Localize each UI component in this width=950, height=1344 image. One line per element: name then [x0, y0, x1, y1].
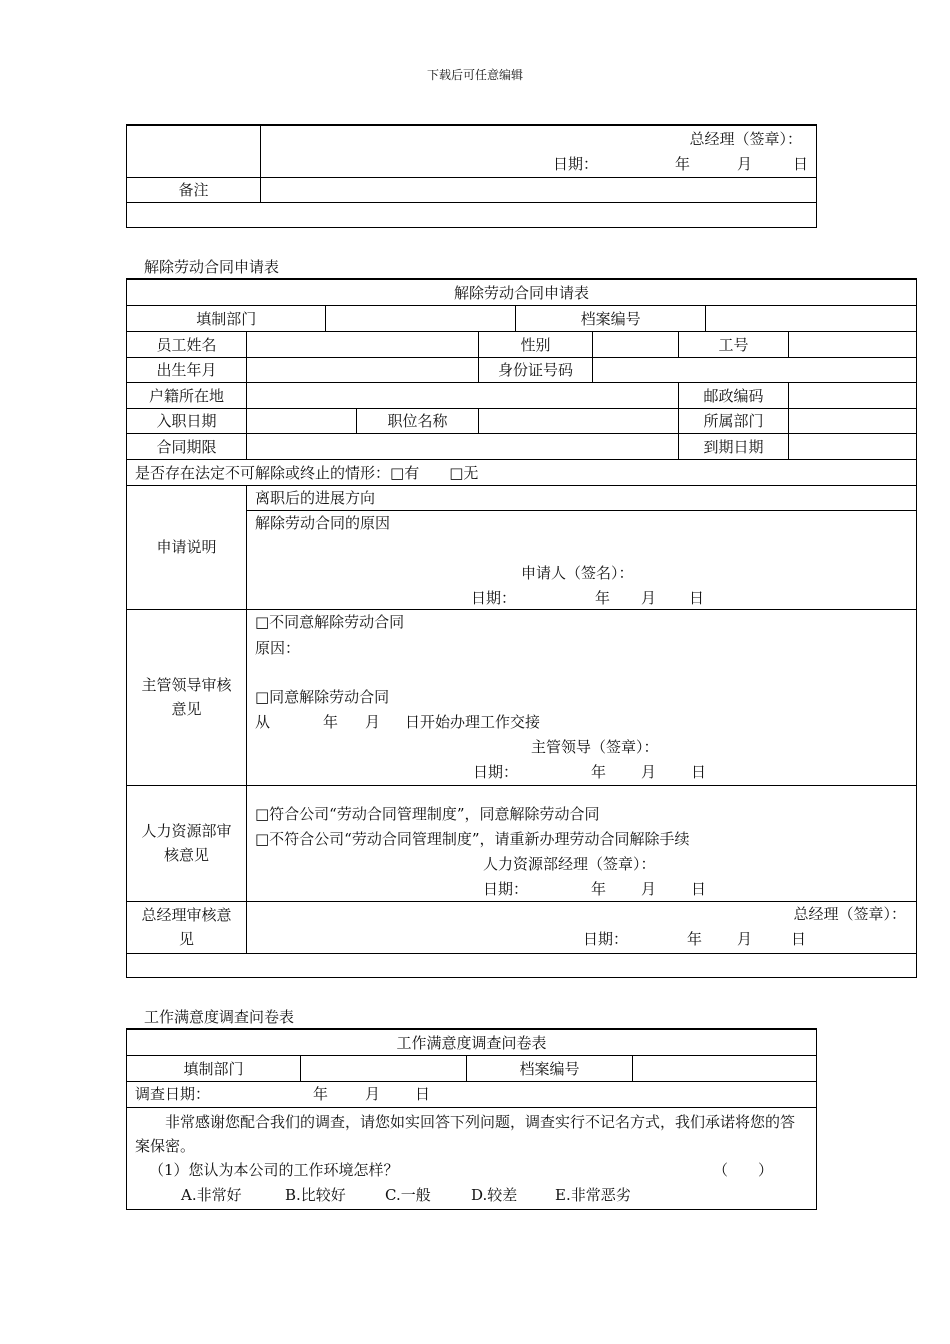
supervisor-cell [247, 609, 917, 785]
from-year: 年 [323, 712, 339, 731]
q1-option-d[interactable]: D.较差 [471, 1185, 518, 1204]
contract-term-value[interactable] [247, 433, 679, 459]
survey-month: 月 [365, 1084, 381, 1103]
year-label: 年 [675, 155, 691, 173]
supervisor-date-label: 日期： [473, 762, 519, 781]
survey-body [127, 1107, 817, 1209]
gm-sign: 总经理（签章）： [793, 904, 907, 923]
hr-month: 月 [641, 879, 657, 898]
survey-day: 日 [415, 1084, 431, 1103]
gm-label: 总经理审核意见 [127, 901, 247, 953]
id-label: 身份证号码 [479, 357, 593, 382]
gm-sign-label: 总经理（签章）： [689, 130, 802, 148]
apply-date-label: 日期： [471, 588, 517, 607]
hr-cell [247, 785, 917, 901]
remark-value[interactable] [261, 177, 817, 202]
termination-section-title: 解除劳动合同申请表 [144, 258, 280, 276]
survey-dept-label: 填制部门 [127, 1055, 301, 1081]
hr-ok-checkbox[interactable]: □符合公司“劳动合同管理制度”，同意解除劳动合同 [255, 804, 600, 823]
handover-label: 日开始办理工作交接 [405, 712, 541, 731]
hukou-value[interactable] [247, 382, 679, 408]
survey-table-title: 工作满意度调查问卷表 [127, 1029, 817, 1055]
option-yes-checkbox[interactable]: □有 [390, 463, 420, 482]
remark-label: 备注 [127, 177, 261, 202]
position-label: 职位名称 [357, 408, 479, 433]
gm-date-label: 日期： [583, 929, 629, 948]
apply-month: 月 [641, 588, 657, 607]
hr-year: 年 [591, 879, 607, 898]
gender-value[interactable] [593, 331, 679, 357]
day-label: 日 [793, 155, 809, 173]
reason-colon: 原因： [255, 638, 301, 657]
employee-name-label: 员工姓名 [127, 331, 247, 357]
top-blank-cell [127, 125, 261, 177]
supervisor-month: 月 [641, 762, 657, 781]
belong-dept-label: 所属部门 [679, 408, 789, 433]
survey-file-no-label: 档案编号 [467, 1055, 633, 1081]
q1-option-a[interactable]: A.非常好 [181, 1185, 242, 1204]
month-label: 月 [737, 155, 753, 173]
gm-cell [247, 901, 917, 953]
gm-year: 年 [687, 929, 703, 948]
postcode-label: 邮政编码 [679, 382, 789, 408]
applicant-sign: 申请人（签名）： [521, 563, 634, 582]
apply-label: 申请说明 [127, 485, 247, 609]
postcode-value[interactable] [789, 382, 917, 408]
birth-label: 出生年月 [127, 357, 247, 382]
top-table [126, 124, 817, 228]
q1-option-b[interactable]: B.比较好 [285, 1185, 346, 1204]
supervisor-label: 主管领导审核意见 [127, 609, 247, 785]
gm-day: 日 [791, 929, 807, 948]
job-no-label: 工号 [679, 331, 789, 357]
entry-date-label: 入职日期 [127, 408, 247, 433]
expire-value[interactable] [789, 433, 917, 459]
legal-question: 是否存在法定不可解除或终止的情形： [135, 463, 391, 482]
top-sign-cell [261, 125, 817, 177]
hr-label: 人力资源部审核意见 [127, 785, 247, 901]
entry-date-value[interactable] [247, 408, 357, 433]
reason-cell[interactable] [247, 510, 917, 609]
hr-date-label: 日期： [483, 879, 529, 898]
direction-label: 离职后的进展方向 [247, 485, 917, 510]
file-no-label: 档案编号 [516, 306, 706, 331]
download-note: 下载后可任意编辑 [426, 68, 523, 82]
employee-name-value[interactable] [247, 331, 479, 357]
apply-day: 日 [689, 588, 705, 607]
q1-option-c[interactable]: C.一般 [385, 1185, 431, 1204]
contract-term-label: 合同期限 [127, 433, 247, 459]
hr-not-ok-checkbox[interactable]: □不符合公司“劳动合同管理制度”，请重新办理劳动合同解除手续 [255, 829, 690, 848]
gender-label: 性别 [479, 331, 593, 357]
survey-date-row [127, 1081, 817, 1107]
file-no-value[interactable] [706, 306, 916, 331]
from-label: 从 [255, 712, 271, 731]
reason-label: 解除劳动合同的原因 [255, 513, 391, 532]
supervisor-day: 日 [691, 762, 707, 781]
date-label: 日期： [553, 155, 599, 173]
termination-table-title: 解除劳动合同申请表 [127, 279, 917, 305]
apply-year: 年 [595, 588, 611, 607]
dept-row [127, 306, 916, 331]
survey-dept-value[interactable] [301, 1055, 467, 1081]
position-value[interactable] [479, 408, 679, 433]
option-no-checkbox[interactable]: □无 [449, 463, 479, 482]
hukou-label: 户籍所在地 [127, 382, 247, 408]
q1-option-e[interactable]: E.非常恶劣 [555, 1185, 631, 1204]
dept-value[interactable] [326, 306, 516, 331]
supervisor-sign: 主管领导（签章）： [531, 737, 659, 756]
question-1: （1）您认为本公司的工作环境怎样？ [149, 1160, 399, 1179]
dept-label: 填制部门 [127, 306, 326, 331]
survey-file-no-value[interactable] [633, 1055, 817, 1081]
survey-date-label: 调查日期： [135, 1084, 211, 1103]
supervisor-year: 年 [591, 762, 607, 781]
legal-question-row [127, 459, 917, 485]
agree-checkbox[interactable]: □同意解除劳动合同 [255, 687, 390, 706]
survey-table [126, 1028, 817, 1210]
disagree-checkbox[interactable]: □不同意解除劳动合同 [255, 612, 405, 631]
from-month: 月 [365, 712, 381, 731]
belong-dept-value[interactable] [789, 408, 917, 433]
survey-year: 年 [313, 1084, 329, 1103]
hr-day: 日 [691, 879, 707, 898]
expire-label: 到期日期 [679, 433, 789, 459]
question-1-answer[interactable]: （ ） [713, 1160, 774, 1179]
hr-sign: 人力资源部经理（签章）： [483, 854, 656, 873]
job-no-value[interactable] [789, 331, 917, 357]
survey-section-title: 工作满意度调查问卷表 [144, 1008, 295, 1026]
termination-blank-row [127, 953, 917, 977]
birth-value[interactable] [247, 357, 479, 382]
blank-row [127, 202, 817, 227]
termination-table [126, 278, 917, 978]
survey-intro: 非常感谢您配合我们的调查，请您如实回答下列问题，调查实行不记名方式，我们承诺将您的答案保密。 [135, 1112, 796, 1155]
gm-month: 月 [737, 929, 753, 948]
id-value[interactable] [593, 357, 917, 382]
